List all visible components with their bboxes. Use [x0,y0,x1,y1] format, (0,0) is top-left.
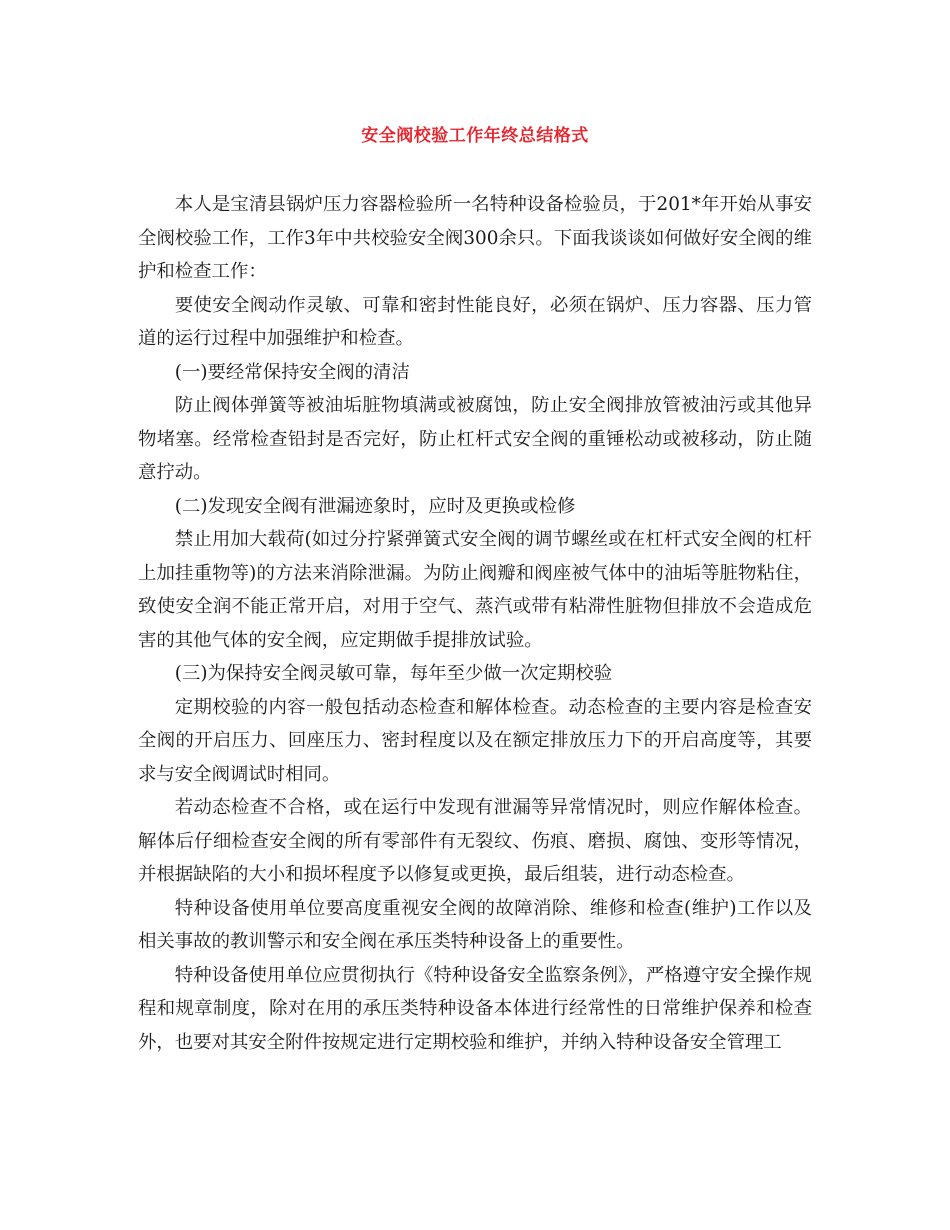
paragraph-importance: 特种设备使用单位要高度重视安全阀的故障消除、维修和检查(维护)工作以及相关事故的教训警示和安全阀在承压类特种设备上的重要性。 [138,897,812,952]
paragraph-leakage: 禁止用加大载荷(如过分拧紧弹簧式安全阀的调节螺丝或在杠杆式安全阀的杠杆上加挂重物等)的方法来消除泄漏。为防止阀瓣和阀座被气体中的油垢等脏物粘住，致使安全润不能正常开启，对用于空气、蒸汽或带有粘滞性脏物但排放不会造成危害的其他气体的安全阀，应定期做手提排放试验。 [138,529,812,651]
document-body [138,188,812,1059]
section-heading-cleanliness: (一)要经常保持安全阀的清洁 [174,361,410,383]
paragraph-maintenance-overview: 要使安全阀动作灵敏、可靠和密封性能良好，必须在锅炉、压力容器、压力管道的运行过程中加强维护和检查。 [138,294,812,349]
section-heading-annual-check: (三)为保持安全阀灵敏可靠，每年至少做一次定期校验 [174,663,613,684]
paragraph-intro: 本人是宝清县锅炉压力容器检验所一名特种设备检验员，于201*年开始从事安全阀校验工作，工作3年中共校验安全阀300余只。下面我谈谈如何做好安全阀的维护和检查工作： [138,194,812,282]
paragraph-regulations: 特种设备使用单位应贯彻执行《特种设备安全监察条例》，严格遵守安全操作规程和规章制度，除对在用的承压类特种设备本体进行经常性的日常维护保养和检查外，也要对其安全附件按规定进行定期校验和维护，并纳入特种设备安全管理工 [138,964,812,1053]
section-heading-leakage: (二)发现安全阀有泄漏迹象时，应时及更换或检修 [174,495,576,517]
document-title: 安全阀校验工作年终总结格式 [361,126,589,146]
paragraph-cleanliness: 防止阀体弹簧等被油垢脏物填满或被腐蚀，防止安全阀排放管被油污或其他异物堵塞。经常检查铅封是否完好，防止杠杆式安全阀的重锤松动或被移动，防止随意拧动。 [138,395,812,483]
paragraph-disassembly: 若动态检查不合格，或在运行中发现有泄漏等异常情况时，则应作解体检查。解体后仔细检查安全阀的所有零部件有无裂纹、伤痕、磨损、腐蚀、变形等情况，并根据缺陷的大小和损坏程度予以修复或更换，最后组装，进行动态检查。 [138,797,812,885]
paragraph-annual-check: 定期校验的内容一般包括动态检查和解体检查。动态检查的主要内容是检查安全阀的开启压力、回座压力、密封程度以及在额定排放压力下的开启高度等，其要求与安全阀调试时相同。 [138,696,812,785]
